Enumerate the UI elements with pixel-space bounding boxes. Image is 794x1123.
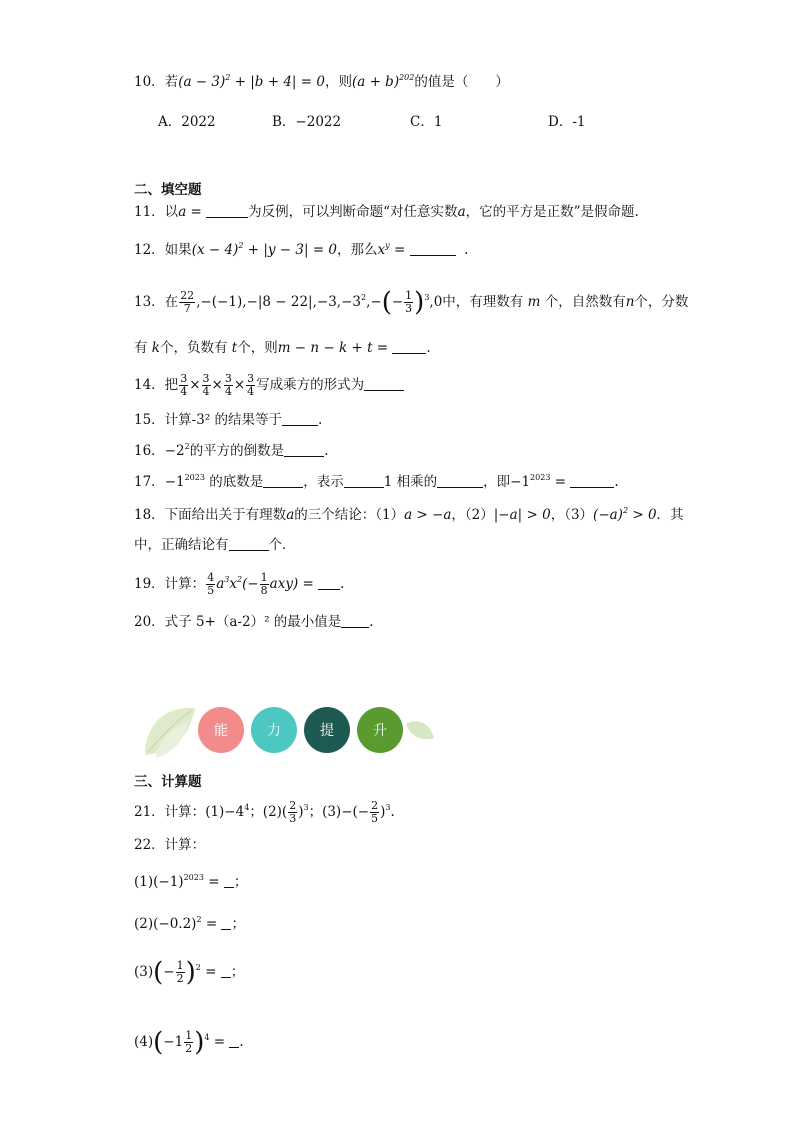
answer-blank[interactable] <box>344 473 384 488</box>
question-13: 13．在 $\frac{22}{7}$ $,-(-1),-|8 - 22|,-3,-3^2,-(-$ $\frac{1}{3}$ )$^3$,0中，有理数有 m 个，自然数有n个，分数 <box>134 287 689 318</box>
option-a[interactable]: A．2022 <box>158 114 216 130</box>
answer-blank[interactable] <box>221 963 231 978</box>
leaf-decoration-icon <box>140 700 200 760</box>
banner-circle-3: 提 <box>304 707 350 753</box>
option-b[interactable]: B．−2022 <box>272 114 342 130</box>
answer-blank[interactable] <box>229 1033 239 1048</box>
option-d[interactable]: D．-1 <box>548 114 586 130</box>
answer-blank[interactable] <box>341 613 369 628</box>
question-11: 11．以a = 为反例，可以判断命题“对任意实数a，它的平方是正数”是假命题. <box>134 204 639 220</box>
small-leaf-icon <box>404 718 436 744</box>
question-15: 15．计算-3² 的结果等于 . <box>134 412 323 428</box>
answer-blank[interactable] <box>570 473 614 488</box>
question-21: 21．计算：$(1)-4^4$；(2)( $\frac{2}{3}$ )$^3$；(3)−(− $\frac{2}{5}$ )$^3$. <box>134 799 395 825</box>
answer-blank[interactable] <box>263 473 303 488</box>
question-17: 17．$-1^{2023}$ 的底数是 ，表示 1 相乘的 ，即$-1^{2023}$ = . <box>134 473 619 490</box>
answer-blank[interactable] <box>224 873 234 888</box>
answer-blank[interactable] <box>206 203 248 218</box>
question-22-part-3: (3)(− $\frac{1}{2}$ )$^2$ = ； <box>134 957 245 988</box>
answer-blank[interactable] <box>437 473 483 488</box>
answer-blank[interactable] <box>221 915 231 930</box>
question-18-line-2: 中，正确结论有 个． <box>134 537 296 553</box>
answer-blank[interactable] <box>229 536 269 551</box>
answer-blank[interactable] <box>284 442 324 457</box>
banner-circle-1: 能 <box>198 707 244 753</box>
question-22-part-4: (4)(−1 $\frac{1}{2}$ )$^4$ = . <box>134 1027 244 1058</box>
question-22: 22．计算： <box>134 837 206 853</box>
question-22-part-1: $(1)(-1)^{2023}$ = ； <box>134 873 248 890</box>
answer-blank[interactable] <box>392 339 426 354</box>
answer-blank[interactable] <box>364 376 404 391</box>
question-12: 12．如果$(x - 4)^2 + |y - 3| = 0$，那么$x^y$ = . <box>134 241 469 258</box>
section-calculation: 三、计算题 <box>134 774 202 790</box>
question-14: 14．把 $\frac{3}{4}$ × $\frac{3}{4}$ × $\frac{3}{4}$ × $\frac{3}{4}$ 写成乘方的形式为 <box>134 373 404 398</box>
question-18: 18．下面给出关于有理数a的三个结论：（1）a > −a，（2）|−a| > 0，$(3)(-a)^2 > 0$．其 <box>134 506 684 523</box>
answer-blank[interactable] <box>282 411 318 426</box>
answer-blank[interactable] <box>318 575 340 590</box>
question-19: 19．计算： $\frac{4}{5}$ $a^3x^2(-$ $\frac{1}{8}$ axy) = . <box>134 571 345 597</box>
option-c[interactable]: C．1 <box>410 114 443 130</box>
question-20: 20．式子 5+（a-2）² 的最小值是 . <box>134 614 374 630</box>
section-fill-in: 二、填空题 <box>134 182 202 198</box>
banner-circle-4: 升 <box>357 707 403 753</box>
question-16: 16．$-2^2$的平方的倒数是 . <box>134 442 329 459</box>
question-10: 10．若$(a - 3)^2 + |b + 4| = 0$，则$(a + b)^{202}$的值是（ ） <box>134 73 509 90</box>
answer-blank[interactable] <box>410 241 456 256</box>
question-22-part-2: $(2)(-0.2)^2$ = ； <box>134 915 245 932</box>
banner-circle-2: 力 <box>251 707 297 753</box>
question-13-line-2: 有 k个，负数有 t个，则m − n − k + t = . <box>134 340 431 356</box>
